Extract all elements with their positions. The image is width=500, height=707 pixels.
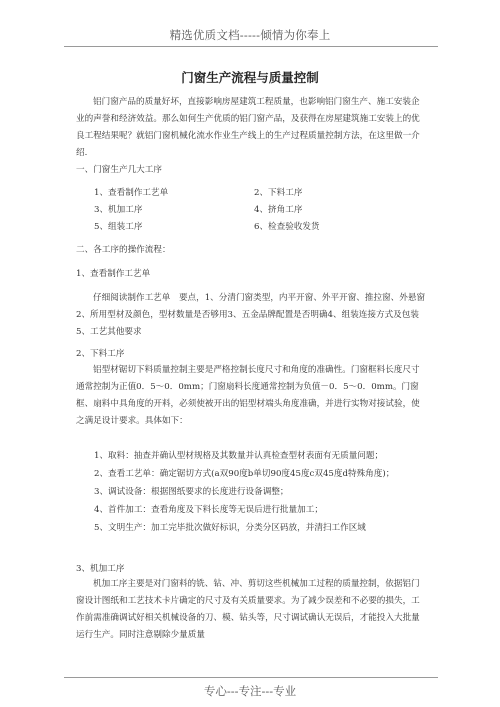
procedure-item-5: 5、文明生产：加工完毕批次做好标识，分类分区码放，并清扫工作区域 <box>94 523 366 533</box>
procedure-item-3: 3、调试设备：根据图纸要求的长度进行设备调整； <box>94 487 289 497</box>
process-item-3: 3、机加工序 <box>94 205 143 215</box>
footer-divider <box>64 677 438 678</box>
step1-body: 仔细阅读制作工艺单 要点，1、分清门窗类型，内平开窗、外平开窗、推拉窗、外悬窗2、所用型材及颜色，型材数量是否够用3、五金品牌配置是否明确4、组装连接方式及包装5、工艺其他要求 <box>76 293 426 337</box>
procedure-item-4: 4、首件加工：查看角度及下料长度等无误后进行批量加工； <box>94 505 323 515</box>
step3-heading: 3、机加工序 <box>76 564 125 574</box>
step2-procedure-list <box>94 450 428 540</box>
process-item-1: 1、查看制作工艺单 <box>94 188 169 198</box>
step3-body: 机加工序主要是对门窗料的铣、钻、冲、剪切这些机械加工过程的质量控制，依据铝门窗设计图纸和工艺技术卡片确定的尺寸及有关质量要求。为了减少误差和不必要的损失，工作前需准确调试好相关机械设备的刀、模、钻头等，尺寸调试确认无误后，才能投入大批量运行生产。同时注意剔除少量质量 <box>76 579 420 640</box>
section1-heading: 一、门窗生产几大工序 <box>76 165 162 175</box>
step2-heading: 2、下料工序 <box>76 349 125 359</box>
page-footer: 专心---专注---专业 <box>203 684 297 698</box>
procedure-item-2: 2、查看工艺单：确定锯切方式(a双90度b单切90度45度c双45度d特殊角度)； <box>94 469 395 479</box>
process-item-2: 2、下料工序 <box>254 188 303 198</box>
document-title: 门窗生产流程与质量控制 <box>181 70 319 85</box>
header-divider <box>64 46 438 47</box>
page-header: 精选优质文档-----倾情为你奉上 <box>169 28 331 42</box>
procedure-item-1: 1、取料：抽查并确认型材规格及其数量并认真检查型材表面有无质量问题； <box>94 451 384 461</box>
section2-heading: 二、各工序的操作流程： <box>76 245 171 255</box>
process-item-6: 6、检查验收发货 <box>254 222 320 232</box>
process-item-4: 4、挤角工序 <box>254 205 303 215</box>
intro-paragraph: 铝门窗产品的质量好坏，直接影响房屋建筑工程质量，也影响铝门窗生产、施工安装企业的声誉和经济效益。那么如何生产优质的铝门窗产品，及获得在房屋建筑施工安装上的优良工程结果呢？就铝门窗机械化流水作业生产线上的生产过程质量控制方法，在这里做一介绍. <box>76 97 420 158</box>
step1-heading: 1、查看制作工艺单 <box>76 269 151 279</box>
process-item-5: 5、组装工序 <box>94 222 143 232</box>
step2-body: 铝型材锯切下料质量控制主要是严格控制长度尺寸和角度的准确性。门窗框料长度尺寸通常控制为正值0．5～0．0mm；门窗扇料长度通常控制为负值－0．5～0．0mm。门窗框、扇料中具角度的开料，必须使被开出的铝型材端头角度准确，并进行实物对接试验，使之满足设计要求。具体如下： <box>76 365 420 426</box>
